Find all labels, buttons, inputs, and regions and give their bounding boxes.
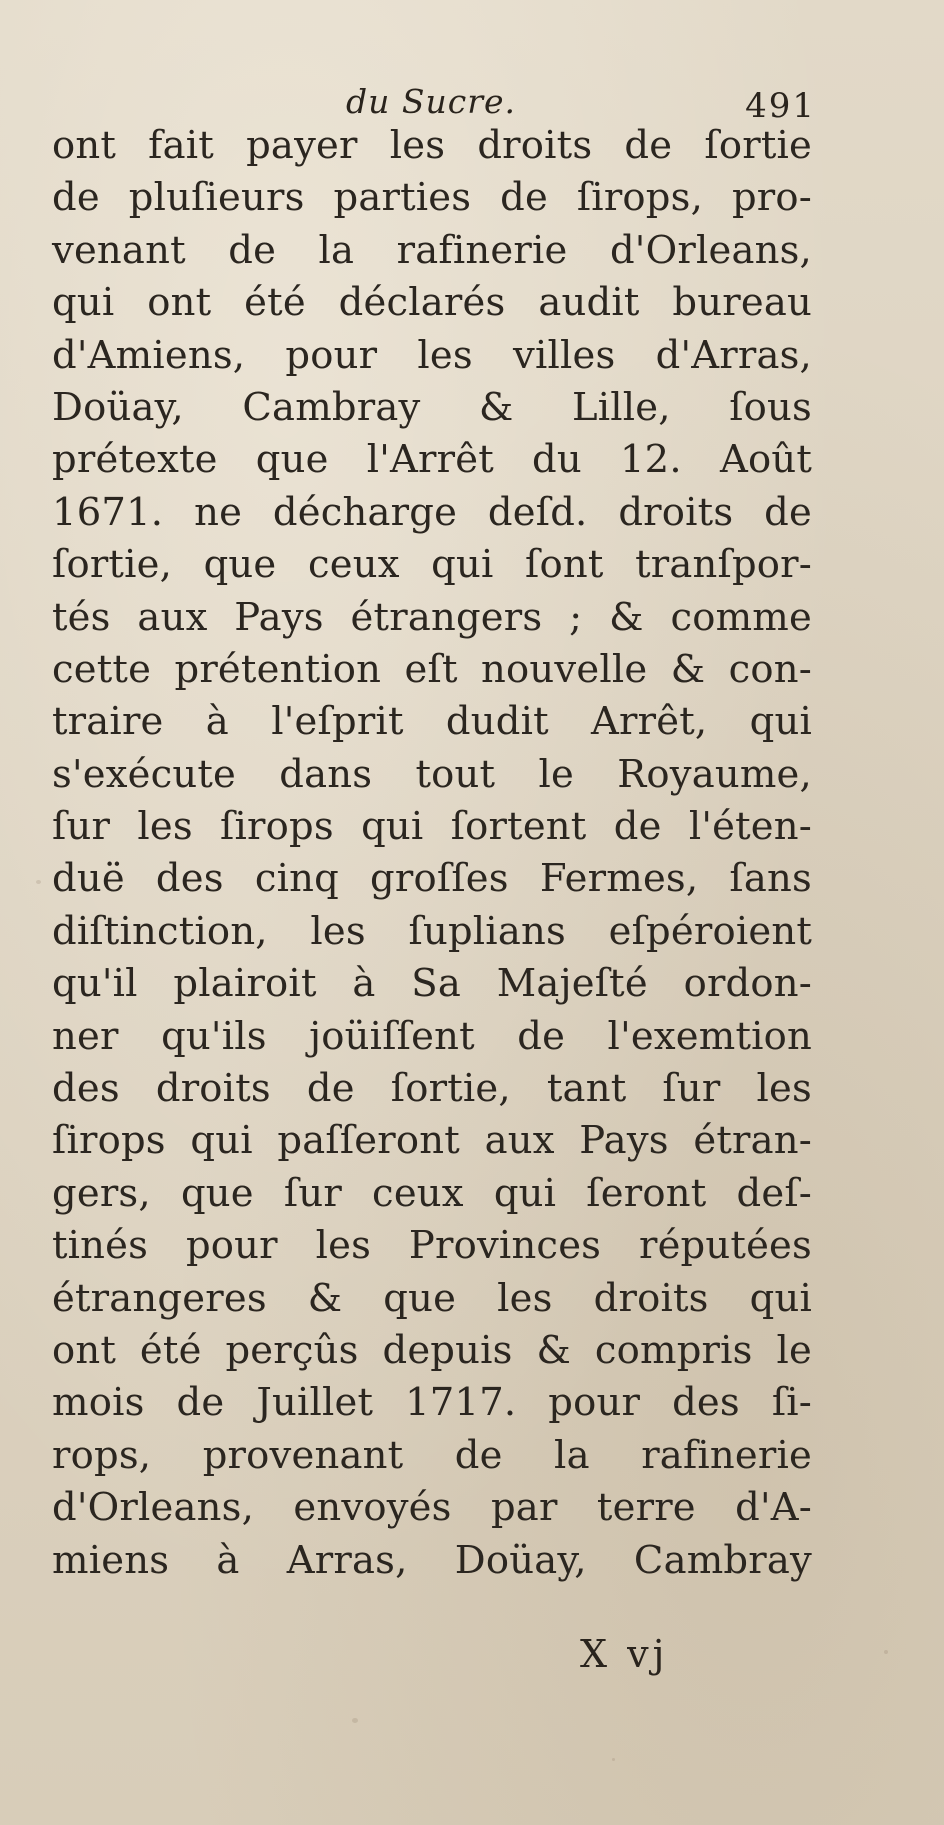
paper-spot [884, 1650, 888, 1654]
body-text [52, 120, 812, 1587]
text-line: s'exécute dans tout le Royaume, [52, 751, 812, 797]
text-line: des droits de ſortie, tant ſur les [52, 1066, 812, 1112]
text-line: traire à l'eſprit dudit Arrêt, qui [52, 699, 812, 745]
text-line: tinés pour les Provinces réputées [52, 1223, 812, 1269]
text-line: duë des cinq groſſes Fermes, ſans [52, 856, 812, 902]
text-line: qu'il plairoit à Sa Majeſté ordon- [52, 961, 812, 1007]
text-line: 1671. ne décharge deſd. droits de [52, 489, 812, 535]
text-line: qui ont été déclarés audit bureau [52, 280, 812, 326]
text-line: ſirops qui paſſeront aux Pays étran- [52, 1118, 812, 1164]
signature-mark: X vj [580, 1632, 669, 1676]
running-title: du Sucre. [346, 82, 517, 121]
paper-spot [352, 1718, 358, 1723]
text-line: miens à Arras, Doüay, Cambray [52, 1537, 812, 1583]
text-line: cette prétention eſt nouvelle & con- [52, 646, 812, 692]
text-line: ont été perçûs depuis & compris le [52, 1327, 812, 1373]
text-line: diſtinction, les ſuplians eſpéroient [52, 908, 812, 954]
text-line: d'Orleans, envoyés par terre d'A- [52, 1485, 812, 1531]
text-line: venant de la rafinerie d'Orleans, [52, 227, 812, 273]
text-line: étrangeres & que les droits qui [52, 1275, 812, 1321]
text-line: ont fait payer les droits de ſortie [52, 123, 812, 168]
text-line: Doüay, Cambray & Lille, ſous [52, 384, 812, 430]
text-line: d'Amiens, pour les villes d'Arras, [52, 332, 812, 378]
text-line: ſur les ſirops qui ſortent de l'éten- [52, 804, 812, 850]
text-line: de pluſieurs parties de ſirops, pro- [52, 175, 812, 221]
page-number: 491 [745, 86, 816, 126]
text-line: prétexte que l'Arrêt du 12. Août [52, 437, 812, 483]
paper-spot [36, 880, 41, 884]
paper-spot [612, 1758, 615, 1761]
text-line: mois de Juillet 1717. pour des ſi- [52, 1380, 812, 1426]
text-line: ner qu'ils joüiſſent de l'exemtion [52, 1013, 812, 1059]
text-line: gers, que ſur ceux qui ſeront deſ- [52, 1170, 812, 1216]
text-line: ſortie, que ceux qui ſont tranſpor- [52, 542, 812, 588]
text-line: tés aux Pays étrangers ; & comme [52, 594, 812, 640]
text-line: rops, provenant de la rafinerie [52, 1432, 812, 1478]
